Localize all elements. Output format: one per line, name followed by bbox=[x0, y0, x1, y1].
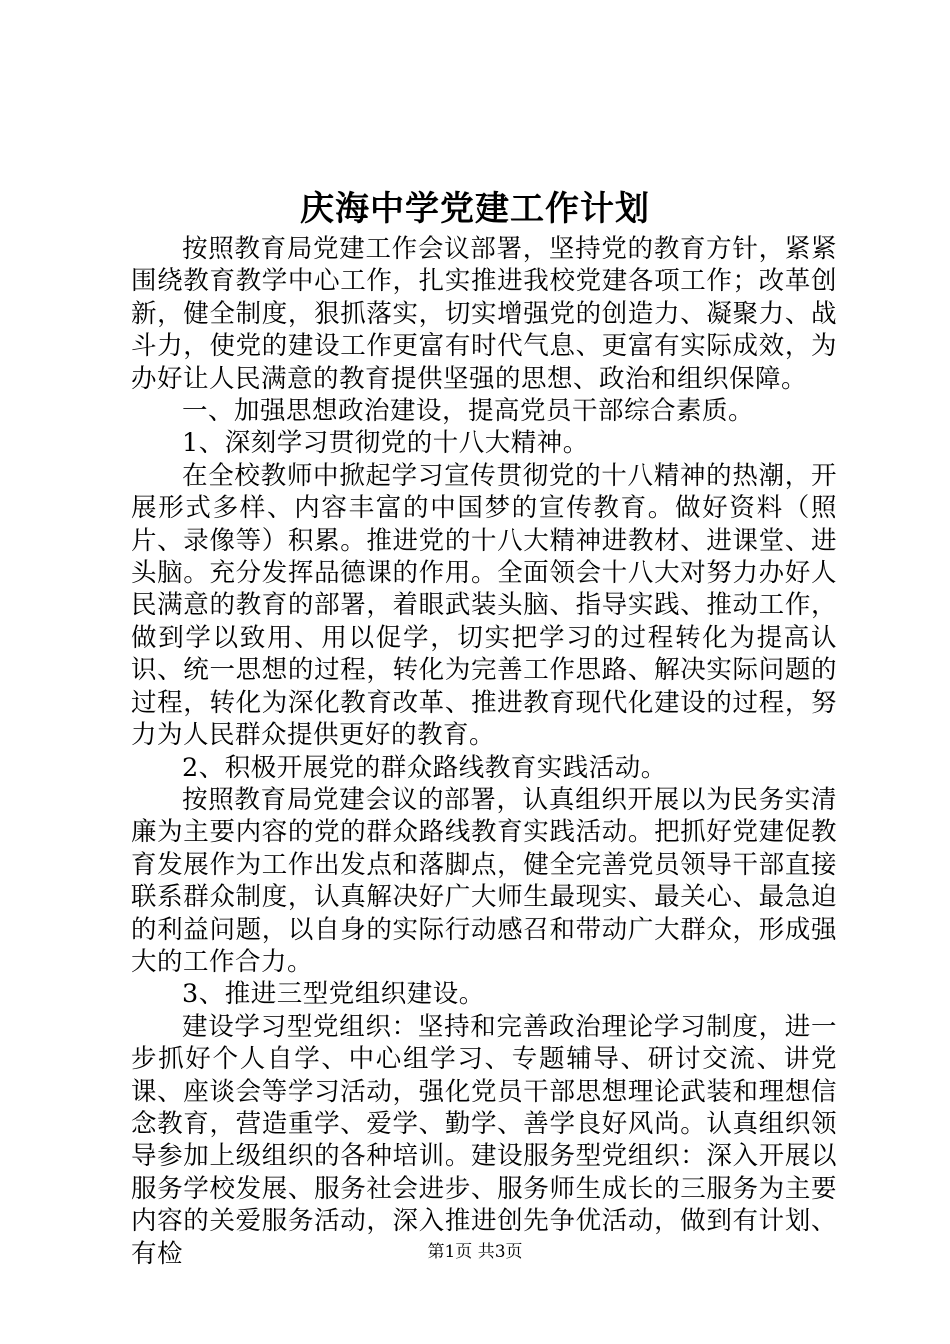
subsection-heading-2: 2、积极开展党的群众路线教育实践活动。 bbox=[182, 752, 667, 783]
paragraph-mass-line-education: 按照教育局党建会议的部署，认真组织开展以为民务实清廉为主要内容的党的群众路线教育实践活动。把抓好党建促教育发展作为工作出发点和落脚点，健全完善党员领导干部直接联系群众制度，认真解决好广大师生最现实、最关心、最急迫的利益问题，以自身的实际行动感召和带动广大群众，形成强大的工作合力。 bbox=[131, 784, 837, 977]
page-number-footer: 第1页 共3页 bbox=[427, 1242, 523, 1262]
document-body bbox=[131, 233, 837, 1270]
paragraph-intro: 按照教育局党建工作会议部署，坚持党的教育方针，紧紧围绕教育教学中心工作，扎实推进我校党建各项工作；改革创新，健全制度，狠抓落实，切实增强党的创造力、凝聚力、战斗力，使党的建设工作更富有时代气息、更富有实际成效，为办好让人民满意的教育提供坚强的思想、政治和组织保障。 bbox=[131, 234, 837, 394]
subsection-heading-1: 1、深刻学习贯彻党的十八大精神。 bbox=[182, 428, 589, 459]
document-title: 庆海中学党建工作计划 bbox=[300, 189, 650, 229]
paragraph-three-type-organization: 建设学习型党组织：坚持和完善政治理论学习制度，进一步抓好个人自学、中心组学习、专题辅导、研讨交流、讲党课、座谈会等学习活动，强化党员干部思想理论武装和理想信念教育，营造重学、爱学、勤学、善学良好风尚。认真组织领导参加上级组织的各种培训。建设服务型党组织：深入开展以服务学校发展、服务社会进步、服务师生成长的三服务为主要内容的关爱服务活动，深入推进创先争优活动，做到有计划、有检 bbox=[131, 1011, 837, 1269]
subsection-heading-3: 3、推进三型党组织建设。 bbox=[182, 979, 485, 1010]
section-heading-1: 一、加强思想政治建设，提高党员干部综合素质。 bbox=[182, 396, 755, 427]
paragraph-study-18th-congress: 在全校教师中掀起学习宣传贯彻党的十八精神的热潮，开展形式多样、内容丰富的中国梦的宣传教育。做好资料（照片、录像等）积累。推进党的十八大精神进教材、进课堂、进头脑。充分发挥品德课的作用。全面领会十八大对努力办好人民满意的教育的部署，着眼武装头脑、指导实践、推动工作，做到学以致用、用以促学，切实把学习的过程转化为提高认识、统一思想的过程，转化为完善工作思路、解决实际问题的过程，转化为深化教育改革、推进教育现代化建设的过程，努力为人民群众提供更好的教育。 bbox=[131, 460, 837, 751]
